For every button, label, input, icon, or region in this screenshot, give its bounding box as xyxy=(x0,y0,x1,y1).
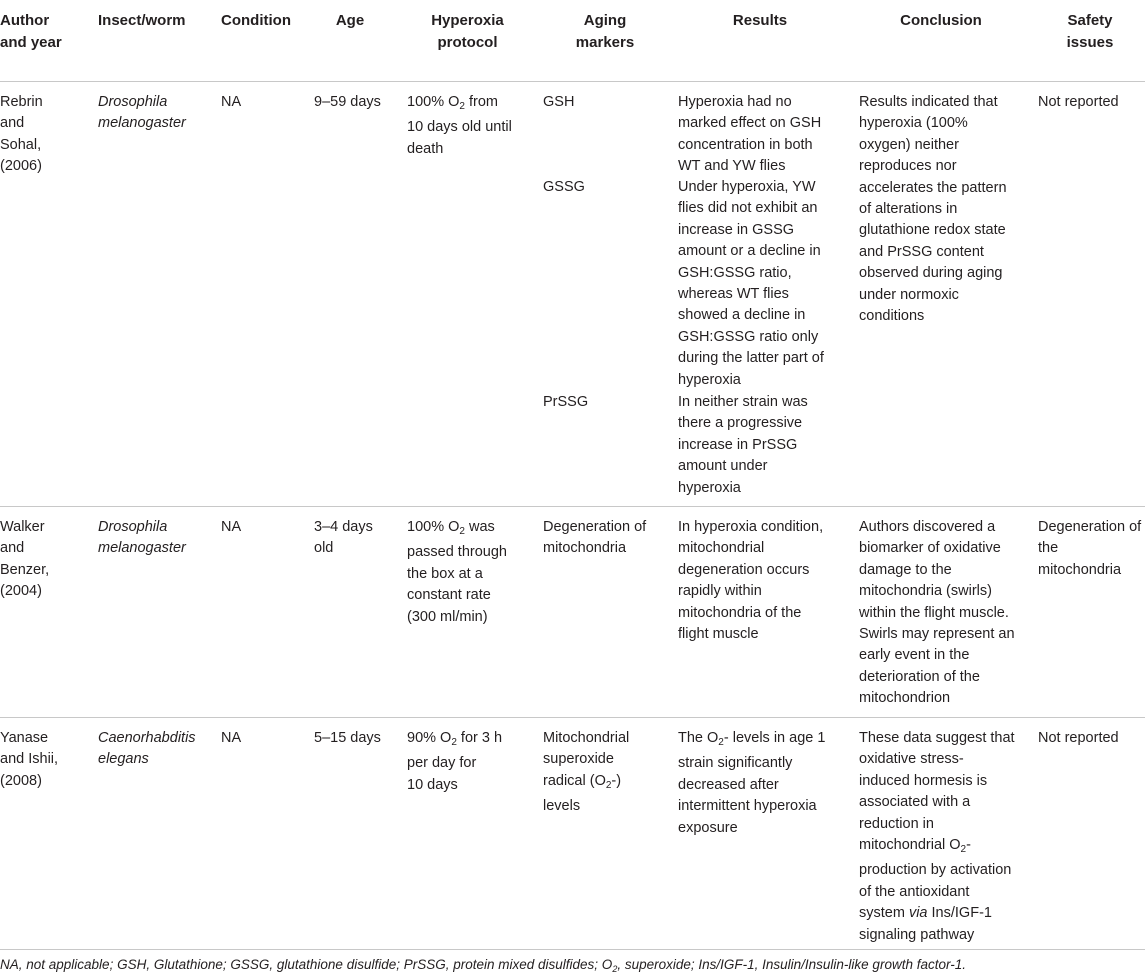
cell-line: flies did not exhibit an xyxy=(678,200,818,217)
text: - xyxy=(966,837,971,854)
cell-line: mitochondria xyxy=(543,540,627,557)
header-markers-line: markers xyxy=(575,34,635,51)
cell-line: old xyxy=(314,540,334,557)
cell-result-prssg xyxy=(678,392,808,499)
cell-line: observed during aging xyxy=(859,265,1003,282)
cell-line: increase in PrSSG xyxy=(678,436,798,453)
cell-line: Yanase xyxy=(0,730,49,746)
cell-line: GSH:GSSG ratio only xyxy=(678,328,819,345)
cell-line: biomarker of oxidative xyxy=(859,540,1001,557)
cell-line: These data suggest that xyxy=(859,730,1015,746)
cell-marker-gsh: GSH xyxy=(543,94,575,110)
cell-line: showed a decline in xyxy=(678,307,806,324)
header-conclusion: Conclusion xyxy=(900,12,982,29)
cell-line: Mitochondrial xyxy=(543,730,630,746)
cell-protocol xyxy=(407,92,512,160)
cell-line xyxy=(859,835,1015,860)
cell-line: concentration in both xyxy=(678,136,813,153)
cell-line: melanogaster xyxy=(98,540,186,557)
cell-line: (2004) xyxy=(0,583,42,600)
cell-line: Results indicated that xyxy=(859,94,998,110)
header-condition: Condition xyxy=(221,12,291,29)
cell-line: hyperoxia (100% xyxy=(859,115,968,132)
header-protocol-line: Hyperoxia xyxy=(431,12,504,29)
table-footnote xyxy=(0,957,966,974)
cell-line: levels xyxy=(543,798,581,815)
cell-conclusion xyxy=(859,92,1007,327)
cell-age: 9–59 days xyxy=(314,94,381,110)
text: for 3 h xyxy=(456,730,503,746)
cell-line: 10 days old until xyxy=(407,119,512,136)
header-author-line: and year xyxy=(0,34,62,51)
header-markers-line: Aging xyxy=(583,12,627,29)
cell-line: intermittent hyperoxia xyxy=(678,798,817,815)
cell-line: signaling pathway xyxy=(859,926,975,943)
cell-marker-prssg: PrSSG xyxy=(543,394,589,410)
text: mitochondrial O xyxy=(859,837,961,854)
cell-line: Caenorhabditis xyxy=(98,730,196,746)
cell-results xyxy=(678,517,823,645)
text: , superoxide; Ins/IGF-1, Insulin/Insulin-like growth factor-1. xyxy=(617,957,966,972)
cell-line: deterioration of the xyxy=(859,668,980,685)
cell-line: passed through xyxy=(407,544,507,561)
cell-line: amount or a decline in xyxy=(678,243,821,260)
cell-result-gsh xyxy=(678,92,821,178)
cell-line: Under hyperoxia, YW xyxy=(678,179,816,195)
cell-line: associated with a xyxy=(859,794,971,811)
header-author xyxy=(0,10,62,54)
cell-line: Benzer, xyxy=(0,561,50,578)
cell-line: WT and YW flies xyxy=(678,158,786,175)
cell-line: whereas WT flies xyxy=(678,286,789,303)
cell-line: within the flight muscle. xyxy=(859,604,1009,621)
cell-markers xyxy=(543,517,646,560)
text: system xyxy=(859,905,909,922)
cell-protocol xyxy=(407,517,507,628)
header-author-line: Author xyxy=(0,12,50,29)
cell-line: during the latter part of xyxy=(678,350,824,367)
text: from xyxy=(464,94,498,110)
cell-conclusion xyxy=(859,517,1015,710)
cell-line: production by activation xyxy=(859,862,1012,879)
cell-line: mitochondrion xyxy=(859,690,951,707)
cell-species xyxy=(98,92,186,135)
table-bottom-rule xyxy=(0,949,1145,950)
cell-line: (2008) xyxy=(0,772,42,789)
cell-line: and Ishii, xyxy=(0,751,59,768)
cell-line: Authors discovered a xyxy=(859,519,996,535)
cell-condition: NA xyxy=(221,94,242,110)
header-results: Results xyxy=(732,12,788,29)
cell-age: 5–15 days xyxy=(314,730,381,746)
text: Ins/IGF-1 xyxy=(927,905,992,922)
cell-line: reproduces nor xyxy=(859,158,957,175)
cell-author xyxy=(0,92,43,178)
subscript: 2 xyxy=(459,101,465,112)
cell-line: under normoxic xyxy=(859,286,959,303)
cell-line: decreased after xyxy=(678,776,779,793)
cell-author xyxy=(0,728,58,792)
cell-line: rapidly within xyxy=(678,583,762,600)
cell-line xyxy=(407,517,507,542)
cell-protocol xyxy=(407,728,502,796)
cell-author xyxy=(0,517,49,603)
header-safety-line: issues xyxy=(1066,34,1114,51)
cell-line: hyperoxia xyxy=(678,479,741,496)
cell-line xyxy=(543,771,629,796)
cell-line: glutathione redox state xyxy=(859,222,1006,239)
italic-text: via xyxy=(908,905,928,922)
cell-line: Walker xyxy=(0,519,45,535)
cell-safety: Not reported xyxy=(1038,730,1119,746)
header-divider xyxy=(0,81,1145,82)
cell-line: conditions xyxy=(859,308,925,325)
subscript: 2 xyxy=(459,526,465,537)
text: 90% O xyxy=(407,730,452,746)
cell-line: (2006) xyxy=(0,158,42,175)
cell-line: mitochondrial xyxy=(678,540,765,557)
cell-line: death xyxy=(407,140,444,157)
subscript: 2 xyxy=(451,737,457,748)
cell-line: and PrSSG content xyxy=(859,243,984,260)
text: The O xyxy=(678,730,719,746)
cell-line: elegans xyxy=(98,751,149,768)
cell-age xyxy=(314,517,373,560)
cell-species xyxy=(98,517,186,560)
cell-line: oxidative stress- xyxy=(859,751,964,768)
cell-line: Rebrin xyxy=(0,94,43,110)
cell-line: strain significantly xyxy=(678,755,793,772)
cell-line: mitochondria xyxy=(1038,561,1122,578)
text: - levels in age 1 xyxy=(723,730,826,746)
text: 100% O xyxy=(407,519,460,535)
subscript: 2 xyxy=(960,844,967,856)
cell-line: flight muscle xyxy=(678,626,759,643)
cell-line: (300 ml/min) xyxy=(407,608,488,625)
cell-line: accelerates the pattern xyxy=(859,179,1007,196)
cell-line xyxy=(678,728,825,753)
cell-line: the xyxy=(1038,540,1059,557)
cell-line: hyperoxia xyxy=(678,371,741,388)
row-divider xyxy=(0,506,1145,507)
cell-conclusion xyxy=(859,728,1015,946)
cell-line: Swirls may represent an xyxy=(859,626,1015,643)
cell-line: amount under xyxy=(678,458,768,475)
header-protocol-line: protocol xyxy=(437,34,498,51)
cell-line xyxy=(407,92,512,117)
cell-line: degeneration occurs xyxy=(678,561,810,578)
text: was xyxy=(464,519,495,535)
header-safety xyxy=(1040,10,1140,54)
cell-line: Hyperoxia had no xyxy=(678,94,792,110)
cell-line: exposure xyxy=(678,819,738,836)
subscript: 2 xyxy=(612,964,618,974)
cell-line: In hyperoxia condition, xyxy=(678,519,824,535)
header-species: Insect/worm xyxy=(98,12,186,29)
cell-line: Sohal, xyxy=(0,136,42,153)
cell-condition: NA xyxy=(221,519,242,535)
cell-condition: NA xyxy=(221,730,242,746)
cell-line: constant rate xyxy=(407,587,491,604)
text: -) xyxy=(611,772,622,789)
text: radical (O xyxy=(543,772,606,789)
cell-line: increase in GSSG xyxy=(678,221,795,238)
cell-line: induced hormesis is xyxy=(859,772,988,789)
cell-line: melanogaster xyxy=(98,115,186,132)
cell-results xyxy=(678,728,825,839)
cell-line: 3–4 days xyxy=(314,519,373,535)
cell-safety xyxy=(1038,517,1141,581)
cell-line: Degeneration of xyxy=(1038,519,1142,535)
cell-result-gssg xyxy=(678,177,824,391)
cell-line: of alterations in xyxy=(859,201,958,218)
cell-species xyxy=(98,728,196,771)
header-markers xyxy=(540,10,670,54)
cell-line: there a progressive xyxy=(678,415,803,432)
cell-line: of the antioxidant xyxy=(859,883,970,900)
cell-line: Drosophila xyxy=(98,94,168,110)
cell-line: Degeneration of xyxy=(543,519,647,535)
cell-line: damage to the xyxy=(859,561,952,578)
cell-line: GSH:GSSG ratio, xyxy=(678,264,792,281)
cell-line: and xyxy=(0,540,25,557)
cell-markers xyxy=(543,728,629,818)
row-divider xyxy=(0,717,1145,718)
header-protocol xyxy=(400,10,535,54)
cell-line xyxy=(859,903,1015,924)
cell-line: the box at a xyxy=(407,565,483,582)
text: NA, not applicable; GSH, Glutathione; GSSG, glutathione disulfide; PrSSG, protein mixed disulfides; O xyxy=(0,957,613,972)
cell-marker-gssg: GSSG xyxy=(543,179,585,195)
cell-safety: Not reported xyxy=(1038,94,1119,110)
text: 100% O xyxy=(407,94,460,110)
cell-line: mitochondria of the xyxy=(678,604,802,621)
cell-line xyxy=(407,728,502,753)
cell-line: mitochondria (swirls) xyxy=(859,583,992,600)
header-age: Age xyxy=(335,12,365,29)
cell-line: superoxide xyxy=(543,751,614,768)
cell-line: oxygen) neither xyxy=(859,136,959,153)
subscript: 2 xyxy=(718,737,724,748)
cell-line: 10 days xyxy=(407,776,458,793)
subscript: 2 xyxy=(605,779,612,791)
cell-line: marked effect on GSH xyxy=(678,115,822,132)
cell-line: and xyxy=(0,115,25,132)
header-safety-line: Safety xyxy=(1067,12,1113,29)
cell-line: Drosophila xyxy=(98,519,168,535)
cell-line: In neither strain was xyxy=(678,394,808,410)
cell-line: per day for xyxy=(407,755,477,772)
cell-line: reduction in xyxy=(859,815,934,832)
cell-line: early event in the xyxy=(859,647,970,664)
